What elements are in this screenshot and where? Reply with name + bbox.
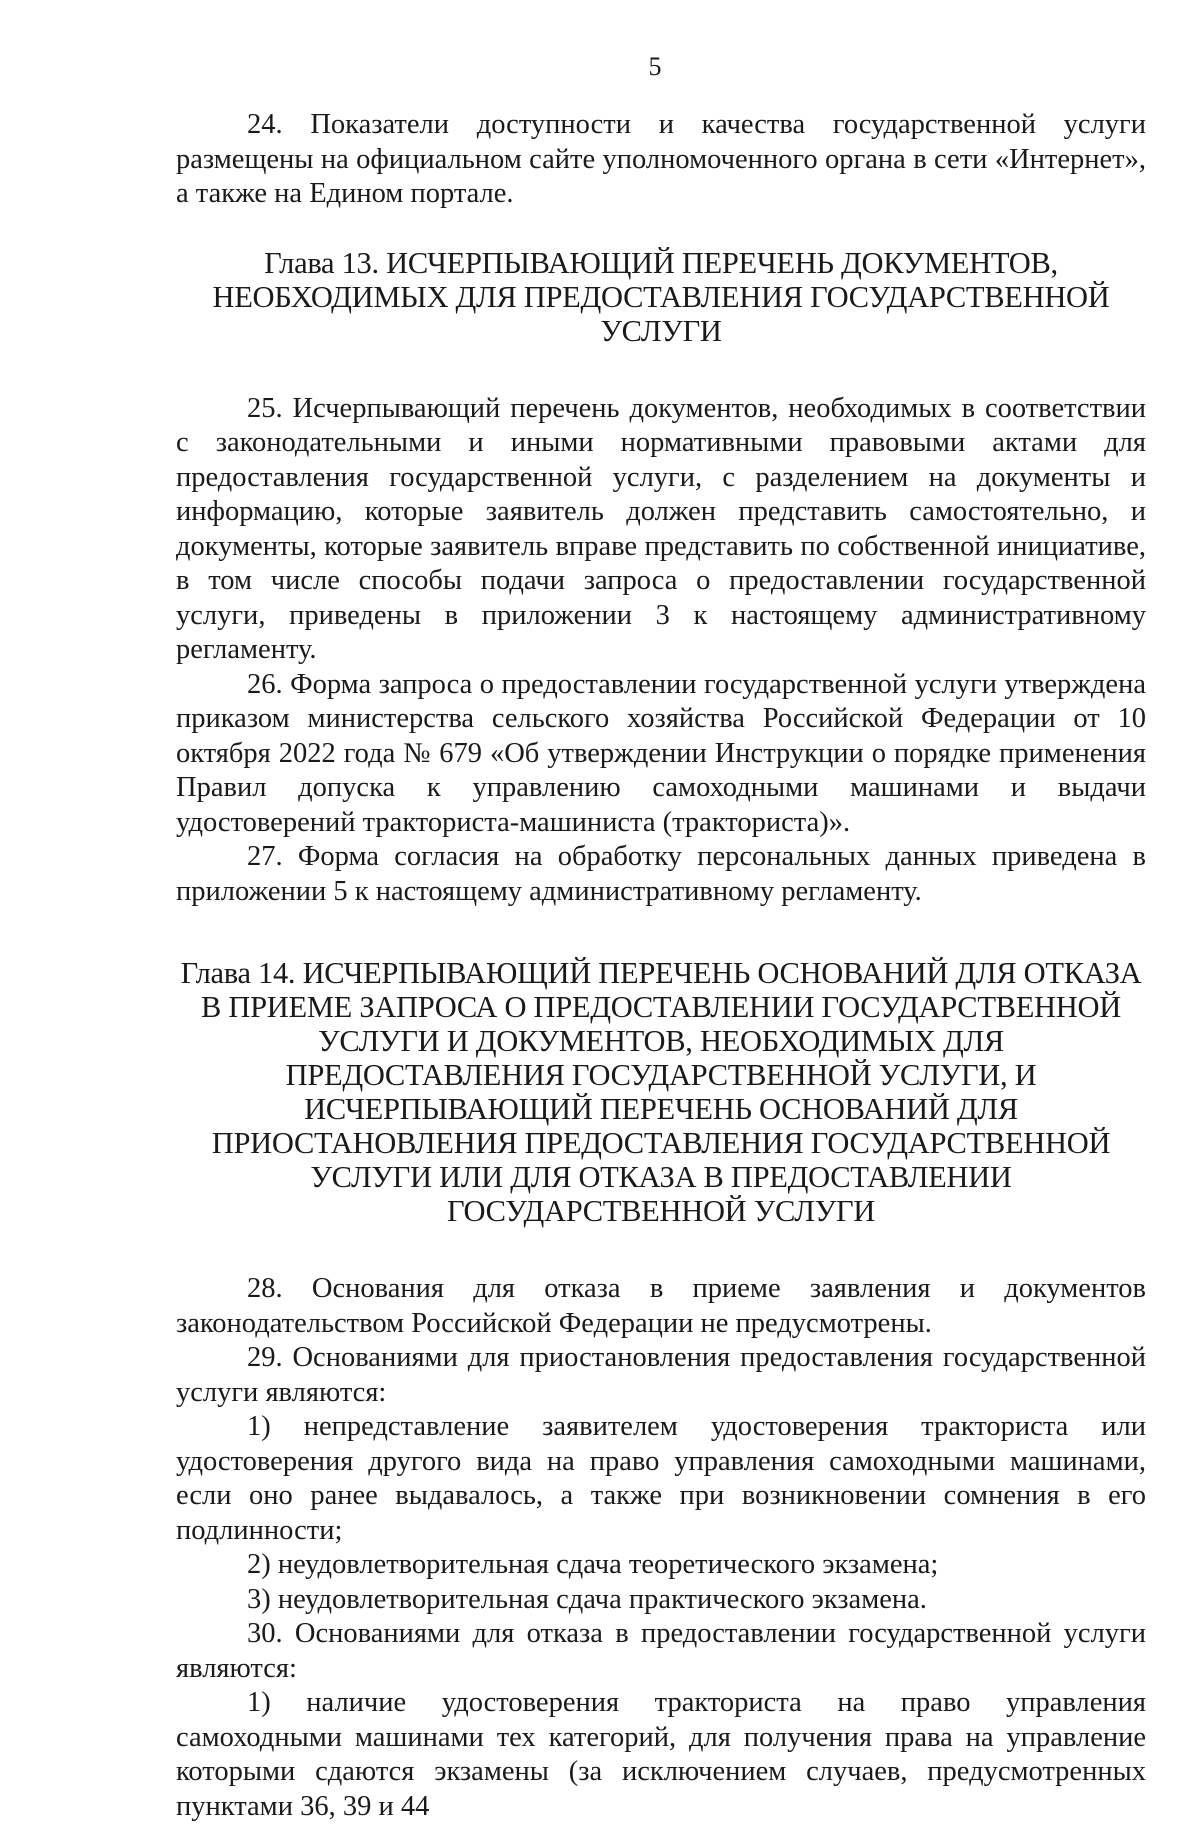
paragraph-28: 28. Основания для отказа в приеме заявления и документов законодательством Российской Федерации не предусмотрены. (176, 1273, 1146, 1339)
list-item-29-1: 1) непредставление заявителем удостоверения тракториста или удостоверения другого вида на право управления самоходными машинами, если оно ранее выдавалось, а также при возникновении сомнения в его подлинности; (176, 1411, 1146, 1546)
paragraph-26: 26. Форма запроса о предоставлении государственной услуги утверждена приказом министерства сельского хозяйства Российской Федерации от 10 октября 2022 года № 679 «Об утверждении Инструкции о порядке применения Правил допуска к управлению самоходными машинами и выдачи удостоверений тракториста-машиниста (тракториста)». (176, 668, 1146, 838)
document-body (176, 108, 1146, 1824)
paragraph-24: 24. Показатели доступности и качества государственной услуги размещены на официальном сайте уполномоченного органа в сети «Интернет», а также на Едином портале. (176, 109, 1146, 209)
chapter-13-heading: Глава 13. ИСЧЕРПЫВАЮЩИЙ ПЕРЕЧЕНЬ ДОКУМЕНТОВ, НЕОБХОДИМЫХ ДЛЯ ПРЕДОСТАВЛЕНИЯ ГОСУДАРСТВЕННОЙ УСЛУГИ (212, 245, 1110, 348)
paragraph-27: 27. Форма согласия на обработку персональных данных приведена в приложении 5 к настоящему административному регламенту. (176, 841, 1146, 907)
paragraph-29: 29. Основаниями для приостановления предоставления государственной услуги являются: (176, 1342, 1146, 1408)
list-item-29-3: 3) неудовлетворительная сдача практического экзамена. (247, 1583, 927, 1615)
chapter-14-heading: Глава 14. ИСЧЕРПЫВАЮЩИЙ ПЕРЕЧЕНЬ ОСНОВАНИЙ ДЛЯ ОТКАЗА В ПРИЕМЕ ЗАПРОСА О ПРЕДОСТАВЛЕНИИ ГОСУДАРСТВЕННОЙ УСЛУГИ И ДОКУМЕНТОВ, НЕОБХОДИМЫХ ДЛЯ ПРЕДОСТАВЛЕНИЯ ГОСУДАРСТВЕННОЙ УСЛУГИ, И ИСЧЕРПЫВАЮЩИЙ ПЕРЕЧЕНЬ ОСНОВАНИЙ ДЛЯ ПРИОСТАНОВЛЕНИЯ ПРЕДОСТАВЛЕНИЯ ГОСУДАРСТВЕННОЙ УСЛУГИ ИЛИ ДЛЯ ОТКАЗА В ПРЕДОСТАВЛЕНИИ ГОСУДАРСТВЕННОЙ УСЛУГИ (180, 956, 1142, 1228)
list-item-30-1: 1) наличие удостоверения тракториста на право управления самоходными машинами тех категорий, для получения права на управление которыми сдаются экзамены (за исключением случаев, предусмотренных пунктами 36, 39 и 44 (176, 1687, 1146, 1822)
page-number: 5 (648, 52, 662, 81)
paragraph-25: 25. Исчерпывающий перечень документов, необходимых в соответствии с законодательными и иными нормативными правовыми актами для предоставления государственной услуги, с разделением на документы и информацию, которые заявитель должен представить самостоятельно, и документы, которые заявитель вправе представить по собственной инициативе, в том числе способы подачи запроса о предоставлении государственной услуги, приведены в приложении 3 к настоящему административному регламенту. (176, 392, 1146, 665)
paragraph-30: 30. Основаниями для отказа в предоставлении государственной услуги являются: (176, 1618, 1146, 1684)
list-item-29-2: 2) неудовлетворительная сдача теоретического экзамена; (247, 1549, 939, 1580)
